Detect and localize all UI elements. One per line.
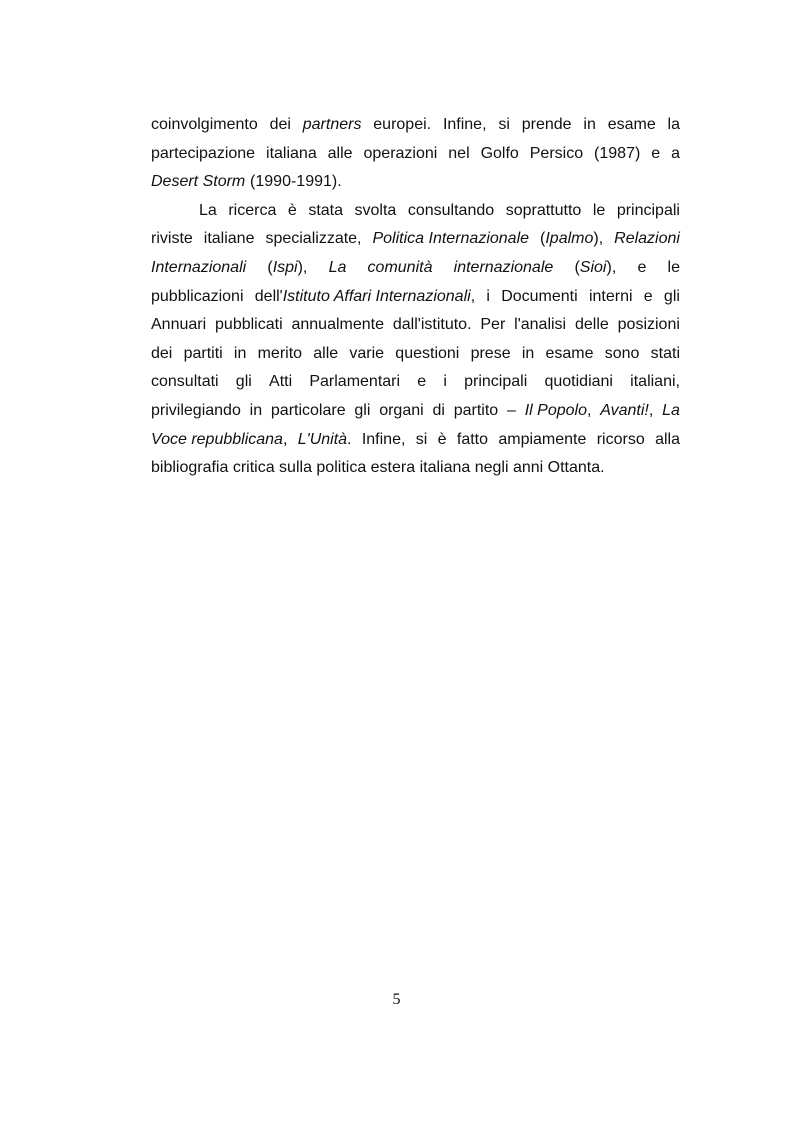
word bbox=[530, 140, 583, 169]
text: le bbox=[667, 258, 680, 276]
word bbox=[589, 283, 633, 312]
word bbox=[151, 254, 246, 283]
word bbox=[544, 368, 613, 397]
text: alla bbox=[655, 430, 680, 448]
text-line bbox=[151, 426, 680, 455]
word bbox=[408, 197, 494, 226]
word bbox=[605, 340, 640, 369]
italic-text: comunità bbox=[367, 258, 433, 276]
word bbox=[668, 111, 680, 140]
italic-text: Sioi bbox=[579, 258, 607, 276]
text: (1990-1991). bbox=[250, 173, 342, 191]
word bbox=[651, 140, 660, 169]
text-line bbox=[151, 111, 680, 140]
text: pubblicazioni bbox=[151, 287, 244, 305]
text: prende bbox=[521, 116, 572, 133]
word bbox=[266, 140, 317, 169]
text: principali bbox=[616, 201, 680, 219]
text: e bbox=[643, 287, 653, 305]
text: Persico bbox=[529, 144, 584, 162]
text: , bbox=[470, 287, 476, 305]
word bbox=[364, 140, 438, 169]
italic-text: La bbox=[662, 401, 680, 419]
text: partiti bbox=[183, 344, 223, 362]
word bbox=[288, 197, 297, 226]
text-line bbox=[151, 340, 680, 369]
word bbox=[258, 340, 302, 369]
text: organi bbox=[379, 401, 424, 419]
word bbox=[204, 225, 255, 254]
word bbox=[269, 368, 292, 397]
text: soprattutto bbox=[505, 201, 582, 219]
text: , bbox=[586, 401, 592, 419]
text: annualmente bbox=[291, 316, 384, 334]
italic-text: La bbox=[328, 258, 347, 276]
text: La bbox=[199, 201, 217, 219]
text: questioni bbox=[395, 344, 460, 362]
text-line bbox=[151, 397, 680, 426]
word bbox=[215, 311, 283, 340]
text: italiana bbox=[266, 144, 317, 162]
text: gli bbox=[663, 287, 680, 305]
word bbox=[671, 140, 680, 169]
italic-text: Relazioni bbox=[614, 230, 680, 248]
text: di bbox=[432, 401, 445, 419]
word bbox=[270, 111, 291, 140]
word bbox=[651, 340, 680, 369]
word bbox=[303, 111, 362, 140]
text: riviste bbox=[151, 230, 193, 248]
word bbox=[608, 111, 656, 140]
text-line bbox=[151, 283, 680, 312]
word bbox=[329, 254, 347, 283]
text: specializzate, bbox=[265, 230, 362, 248]
text: italiani, bbox=[630, 373, 680, 391]
text: i bbox=[486, 287, 490, 305]
text: bibliografia critica sulla politica estera italiana negli anni Ottanta. bbox=[151, 459, 605, 477]
word bbox=[393, 311, 472, 340]
word bbox=[457, 426, 488, 455]
word bbox=[525, 397, 592, 426]
word bbox=[271, 397, 346, 426]
text: esame bbox=[545, 344, 594, 362]
word bbox=[151, 340, 172, 369]
word bbox=[594, 140, 640, 169]
page-number: 5 bbox=[392, 991, 401, 1008]
paragraph bbox=[151, 197, 680, 483]
text-line bbox=[151, 368, 680, 397]
text: quotidiani bbox=[544, 373, 613, 391]
word bbox=[617, 197, 680, 226]
word bbox=[308, 197, 343, 226]
text: operazioni bbox=[363, 144, 438, 162]
word bbox=[618, 311, 680, 340]
text-line bbox=[151, 197, 680, 226]
word bbox=[151, 454, 605, 483]
word bbox=[593, 197, 605, 226]
text: Infine, bbox=[442, 116, 487, 133]
word bbox=[373, 111, 431, 140]
text: europei. bbox=[373, 116, 432, 133]
text: alle bbox=[327, 144, 353, 162]
word bbox=[349, 340, 384, 369]
word bbox=[267, 254, 307, 283]
text: ), bbox=[606, 258, 617, 276]
italic-text: Avanti! bbox=[600, 401, 649, 419]
text: delle bbox=[574, 316, 609, 334]
text: consultati bbox=[151, 373, 219, 391]
text: dall'istituto. bbox=[392, 316, 472, 334]
word bbox=[291, 311, 384, 340]
word bbox=[498, 426, 586, 455]
word bbox=[630, 368, 680, 397]
word bbox=[471, 340, 511, 369]
word bbox=[199, 197, 217, 226]
word bbox=[151, 111, 258, 140]
word bbox=[464, 368, 527, 397]
word bbox=[417, 368, 426, 397]
text: . bbox=[347, 430, 352, 448]
word bbox=[151, 283, 244, 312]
word bbox=[438, 426, 447, 455]
word bbox=[454, 254, 554, 283]
text: gli bbox=[354, 401, 371, 419]
text: esame bbox=[607, 116, 656, 133]
word bbox=[443, 368, 447, 397]
text: e bbox=[651, 144, 661, 162]
word bbox=[379, 397, 423, 426]
text: gli bbox=[235, 373, 252, 391]
text: ricerca bbox=[228, 201, 277, 219]
word bbox=[583, 111, 595, 140]
word bbox=[151, 168, 245, 197]
word bbox=[600, 397, 653, 426]
word bbox=[655, 426, 680, 455]
word bbox=[368, 254, 433, 283]
text: si bbox=[415, 430, 428, 448]
text: – bbox=[507, 401, 516, 419]
text: consultando bbox=[407, 201, 495, 219]
text: varie bbox=[349, 344, 385, 362]
text: è bbox=[437, 430, 447, 448]
text: in bbox=[233, 344, 247, 362]
text: a bbox=[671, 144, 680, 162]
word bbox=[498, 111, 510, 140]
text: fatto bbox=[456, 430, 489, 448]
text: in bbox=[583, 116, 596, 133]
text: e bbox=[637, 258, 647, 276]
word bbox=[354, 397, 370, 426]
word bbox=[448, 140, 469, 169]
text: merito bbox=[257, 344, 303, 362]
word bbox=[228, 197, 276, 226]
word bbox=[540, 225, 603, 254]
text: privilegiando bbox=[151, 401, 241, 419]
text: partito bbox=[453, 401, 499, 419]
text: dei bbox=[151, 344, 173, 362]
italic-text: partners bbox=[302, 116, 362, 133]
word bbox=[486, 283, 490, 312]
text: la bbox=[667, 116, 680, 133]
text-line bbox=[151, 168, 680, 197]
text: sono bbox=[604, 344, 640, 362]
text: svolta bbox=[354, 201, 397, 219]
text: pubblicati bbox=[215, 316, 283, 334]
word bbox=[250, 168, 342, 197]
word bbox=[309, 368, 400, 397]
paragraph bbox=[151, 111, 680, 197]
text: dei bbox=[269, 116, 291, 133]
text: ampiamente bbox=[498, 430, 587, 448]
text: ricorso bbox=[596, 430, 645, 448]
text: in bbox=[521, 344, 535, 362]
text: prese bbox=[470, 344, 511, 362]
text: , bbox=[648, 401, 654, 419]
word bbox=[255, 283, 475, 312]
text-line bbox=[151, 140, 680, 169]
text: in bbox=[249, 401, 263, 419]
word bbox=[234, 340, 246, 369]
text: e bbox=[417, 373, 427, 391]
word bbox=[522, 340, 534, 369]
word bbox=[637, 254, 646, 283]
text: partecipazione bbox=[151, 144, 256, 162]
italic-text: Voce repubblicana bbox=[151, 430, 283, 448]
text: italiane bbox=[203, 230, 255, 248]
word bbox=[313, 340, 338, 369]
text: ( bbox=[540, 230, 546, 248]
word bbox=[614, 225, 680, 254]
text: ( bbox=[574, 258, 580, 276]
word bbox=[545, 340, 593, 369]
italic-text: Ipalmo bbox=[545, 230, 594, 248]
word bbox=[184, 340, 223, 369]
word bbox=[151, 397, 241, 426]
text: dell' bbox=[254, 287, 283, 305]
text: principali bbox=[464, 373, 528, 391]
word bbox=[372, 225, 529, 254]
word bbox=[236, 368, 252, 397]
text: i bbox=[443, 373, 447, 391]
text: Parlamentari bbox=[309, 373, 401, 391]
word bbox=[480, 311, 505, 340]
text-line bbox=[151, 225, 680, 254]
text: stata bbox=[308, 201, 343, 219]
text: ( bbox=[267, 258, 273, 276]
body-text bbox=[151, 111, 680, 483]
text: ), bbox=[593, 230, 604, 248]
italic-text: Internazionali bbox=[151, 258, 247, 276]
word bbox=[151, 426, 287, 455]
word bbox=[355, 197, 397, 226]
text-line bbox=[151, 454, 680, 483]
word bbox=[151, 225, 193, 254]
word bbox=[597, 426, 645, 455]
text: ), bbox=[297, 258, 308, 276]
text: particolare bbox=[270, 401, 346, 419]
italic-text: Politica Internazionale bbox=[372, 230, 530, 248]
text: Documenti bbox=[501, 287, 578, 305]
word bbox=[265, 225, 361, 254]
text: alle bbox=[313, 344, 339, 362]
text-line bbox=[151, 311, 680, 340]
word bbox=[328, 140, 353, 169]
word bbox=[151, 140, 255, 169]
word bbox=[416, 426, 428, 455]
word bbox=[514, 311, 566, 340]
word bbox=[664, 283, 680, 312]
italic-text: Istituto Affari Internazionali bbox=[282, 287, 471, 305]
text: le bbox=[592, 201, 606, 219]
word bbox=[151, 311, 206, 340]
word bbox=[151, 368, 219, 397]
text-line bbox=[151, 254, 680, 283]
word bbox=[506, 197, 582, 226]
word bbox=[574, 254, 616, 283]
italic-text: Desert Storm bbox=[151, 173, 246, 191]
italic-text: Ispi bbox=[272, 258, 298, 276]
text: coinvolgimento bbox=[151, 116, 258, 133]
text: (1987) bbox=[594, 144, 641, 162]
word bbox=[662, 397, 680, 426]
text: si bbox=[498, 116, 510, 133]
word bbox=[432, 397, 444, 426]
word bbox=[454, 397, 498, 426]
text: posizioni bbox=[617, 316, 680, 334]
word bbox=[250, 397, 262, 426]
word bbox=[362, 426, 406, 455]
word bbox=[522, 111, 572, 140]
text: Golfo bbox=[480, 144, 519, 162]
text: Infine, bbox=[361, 430, 406, 448]
text: , bbox=[282, 430, 288, 448]
word bbox=[298, 426, 352, 455]
text: Atti bbox=[269, 373, 293, 391]
italic-text: L'Unità bbox=[297, 430, 348, 448]
text: Annuari bbox=[151, 316, 207, 334]
italic-text: Il Popolo bbox=[524, 401, 587, 419]
word bbox=[481, 140, 519, 169]
italic-text: internazionale bbox=[453, 258, 554, 276]
word bbox=[575, 311, 609, 340]
text: è bbox=[287, 201, 297, 219]
text: interni bbox=[588, 287, 633, 305]
word bbox=[395, 340, 459, 369]
word bbox=[501, 283, 577, 312]
word bbox=[443, 111, 487, 140]
word bbox=[668, 254, 680, 283]
text: Per bbox=[480, 316, 506, 334]
text: stati bbox=[650, 344, 680, 362]
text: l'analisi bbox=[514, 316, 567, 334]
word bbox=[507, 397, 516, 426]
text: nel bbox=[448, 144, 470, 162]
word bbox=[644, 283, 653, 312]
